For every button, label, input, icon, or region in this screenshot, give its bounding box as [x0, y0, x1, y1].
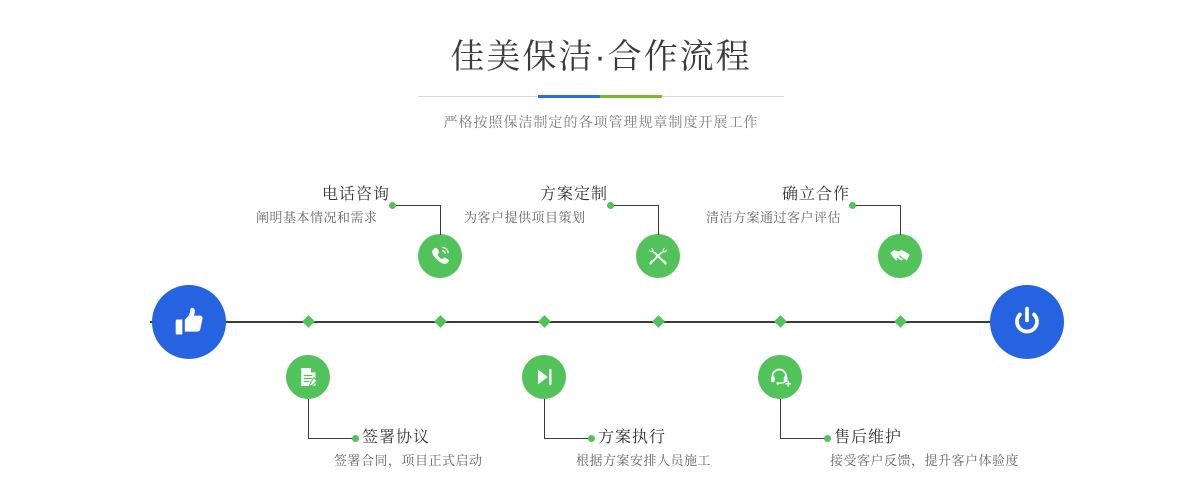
step-desc-establish-cooperation: 清洁方案通过客户评估 — [706, 210, 842, 225]
headset-support-icon — [768, 365, 792, 389]
connector-phone-consult-horizontal — [394, 205, 441, 206]
play-flag-icon — [532, 365, 556, 389]
document-edit-icon — [296, 365, 320, 389]
step-title-establish-cooperation: 确立合作 — [782, 186, 851, 203]
connector-sign-agreement-vertical — [308, 399, 309, 438]
step-node-phone-consult[interactable] — [418, 234, 462, 278]
step-label-plan-execute — [576, 427, 712, 471]
step-node-sign-agreement[interactable] — [286, 355, 330, 399]
connector-plan-execute-vertical — [544, 399, 545, 438]
title-divider — [418, 92, 784, 102]
axis-marker-plan-execute — [538, 315, 551, 328]
connector-phone-consult-vertical — [440, 205, 441, 235]
timeline-axis — [150, 321, 1052, 323]
connector-after-sales-horizontal — [780, 438, 827, 439]
axis-marker-after-sales — [774, 315, 787, 328]
timeline — [0, 150, 1202, 502]
label-dot-after-sales — [824, 435, 831, 442]
page-header — [0, 34, 1202, 132]
step-desc-sign-agreement: 签署合同，项目正式启动 — [334, 453, 483, 468]
step-title-sign-agreement: 签署协议 — [362, 429, 431, 446]
label-dot-plan-customize — [607, 202, 614, 209]
phone-call-icon — [428, 244, 452, 268]
step-node-plan-execute[interactable] — [522, 355, 566, 399]
step-label-sign-agreement — [334, 427, 483, 471]
step-title-phone-consult: 电话咨询 — [322, 186, 391, 203]
timeline-start-badge — [152, 285, 226, 359]
step-title-plan-customize: 方案定制 — [540, 186, 609, 203]
step-label-after-sales — [830, 427, 1020, 471]
label-dot-establish-cooperation — [849, 202, 856, 209]
step-title-plan-execute: 方案执行 — [598, 429, 667, 446]
step-desc-plan-customize: 为客户提供项目策划 — [464, 210, 586, 225]
connector-after-sales-vertical — [780, 399, 781, 438]
label-dot-sign-agreement — [352, 435, 359, 442]
connector-establish-cooperation-vertical — [900, 205, 901, 235]
step-node-plan-customize[interactable] — [636, 234, 680, 278]
step-node-after-sales[interactable] — [758, 355, 802, 399]
axis-marker-phone-consult — [434, 315, 447, 328]
axis-marker-sign-agreement — [302, 315, 315, 328]
label-dot-phone-consult — [389, 202, 396, 209]
page-subtitle: 严格按照保洁制定的各项管理规章制度开展工作 — [443, 114, 759, 130]
tools-icon — [646, 244, 670, 268]
axis-marker-plan-customize — [652, 315, 665, 328]
label-dot-plan-execute — [588, 435, 595, 442]
connector-plan-customize-horizontal — [612, 205, 659, 206]
page-title: 佳美保洁·合作流程 — [450, 38, 752, 76]
connector-establish-cooperation-horizontal — [854, 205, 901, 206]
step-title-after-sales: 售后维护 — [834, 429, 903, 446]
axis-marker-establish-cooperation — [894, 315, 907, 328]
step-label-establish-cooperation — [706, 184, 851, 228]
step-node-establish-cooperation[interactable] — [878, 234, 922, 278]
timeline-end-badge — [990, 285, 1064, 359]
divider-accent-blue — [538, 95, 600, 98]
connector-plan-customize-vertical — [658, 205, 659, 235]
step-desc-phone-consult: 阐明基本情况和需求 — [256, 210, 378, 225]
connector-plan-execute-horizontal — [544, 438, 591, 439]
divider-accent-green — [600, 95, 662, 98]
thumbs-up-icon — [169, 302, 209, 342]
step-label-phone-consult — [256, 184, 391, 228]
handshake-icon — [888, 244, 912, 268]
step-desc-plan-execute: 根据方案安排人员施工 — [576, 453, 712, 468]
step-desc-after-sales: 接受客户反馈，提升客户体验度 — [830, 453, 1020, 468]
power-icon — [1007, 302, 1047, 342]
connector-sign-agreement-horizontal — [308, 438, 355, 439]
step-label-plan-customize — [464, 184, 609, 228]
